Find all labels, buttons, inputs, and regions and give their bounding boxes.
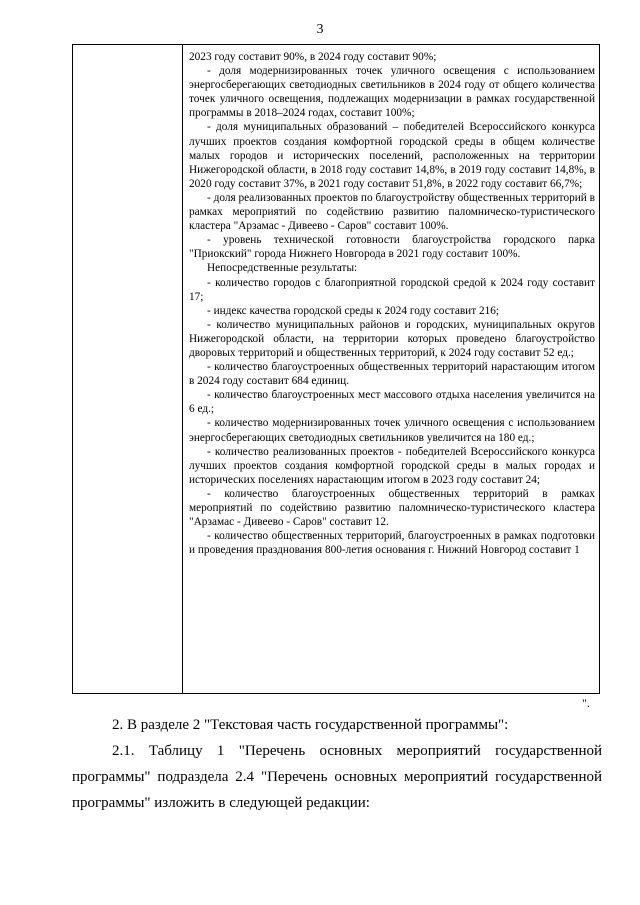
table-right-cell xyxy=(183,45,599,693)
section-2-text: 2. В разделе 2 "Текстовая часть государственной программы": xyxy=(112,717,509,733)
page-number: 3 xyxy=(316,22,324,37)
table-paragraph: - уровень технической готовности благоустройства городского парка "Приокский" города Нижнего Новгорода в 2021 году составит 100%. xyxy=(189,234,595,261)
table-paragraph: - количество благоустроенных общественных территорий нарастающим итогом в 2024 году составит 684 единиц. xyxy=(189,361,595,388)
table-paragraph: - доля реализованных проектов по благоустройству общественных территорий в рамках мероприятий по содействию развитию паломническо-туристического кластера "Арзамас - Дивеево - Саров" составит 100%. xyxy=(189,191,595,233)
closing-quote: ". xyxy=(582,696,590,710)
table-paragraph: - количество общественных территорий, благоустроенных в рамках подготовки и проведения празднования 800-летия основания г. Нижний Новгород составит 1 xyxy=(189,530,595,557)
table-paragraph: - доля модернизированных точек уличного освещения с использованием энергосберегающих светодиодных светильников в 2024 году от общего количества точек уличного освещения, подлежащих модернизации в рамках государственной программы в 2018–2024 годах, составит 100%; xyxy=(189,65,595,120)
table-paragraph: - индекс качества городской среды к 2024 году составит 216; xyxy=(207,304,500,317)
indicators-table xyxy=(72,44,600,694)
section-2-paragraph xyxy=(72,712,602,738)
table-paragraph: - количество благоустроенных общественных территорий в рамках мероприятий по содействию развитию паломническо-туристического кластера "Арзамас - Дивеево - Саров" составит 12. xyxy=(189,487,595,529)
section-2-1-paragraph xyxy=(72,738,602,816)
table-paragraph: 2023 году составит 90%, в 2024 году составит 90%; xyxy=(189,51,437,63)
table-paragraph: - количество муниципальных районов и городских, муниципальных округов Нижегородской области, на территории которых проведено благоустройство дворовых территорий и общественных территорий, к 2024 году составит 52 ед.; xyxy=(189,318,595,359)
table-paragraph: Непосредственные результаты: xyxy=(207,262,358,275)
table-paragraph: - количество городов с благоприятной городской средой к 2024 году составит 17; xyxy=(189,276,595,303)
table-paragraph: - количество модернизированных точек уличного освещения с использованием энергосберегающих светодиодных светильников увеличится на 180 ед.; xyxy=(189,417,595,444)
table-left-cell xyxy=(73,45,183,693)
table-paragraph: - доля муниципальных образований – победителей Всероссийского конкурса лучших проектов создания комфортной городской среды в общем количестве малых городов и исторических поселений, расположенных на территории Нижегородской области, в 2018 году составит 14,8%, в 2019 году составит 14,8%, в 2020 году составит 37%, в 2021 году составит 51,8%, в 2022 году составит 66,7%; xyxy=(189,121,595,190)
section-2-1-text: 2.1. Таблицу 1 "Перечень основных мероприятий государственной программы" подраздела 2.4 "Перечень основных мероприятий государственной программы" изложить в следующей редакции: xyxy=(72,743,602,811)
table-paragraph: - количество реализованных проектов - победителей Всероссийского конкурса лучших проектов создания комфортной городской среды в малых городах и исторических поселениях нарастающим итогом в 2023 году составит 24; xyxy=(189,445,595,486)
table-paragraph: - количество благоустроенных мест массового отдыха населения увеличится на 6 ед.; xyxy=(189,389,595,416)
